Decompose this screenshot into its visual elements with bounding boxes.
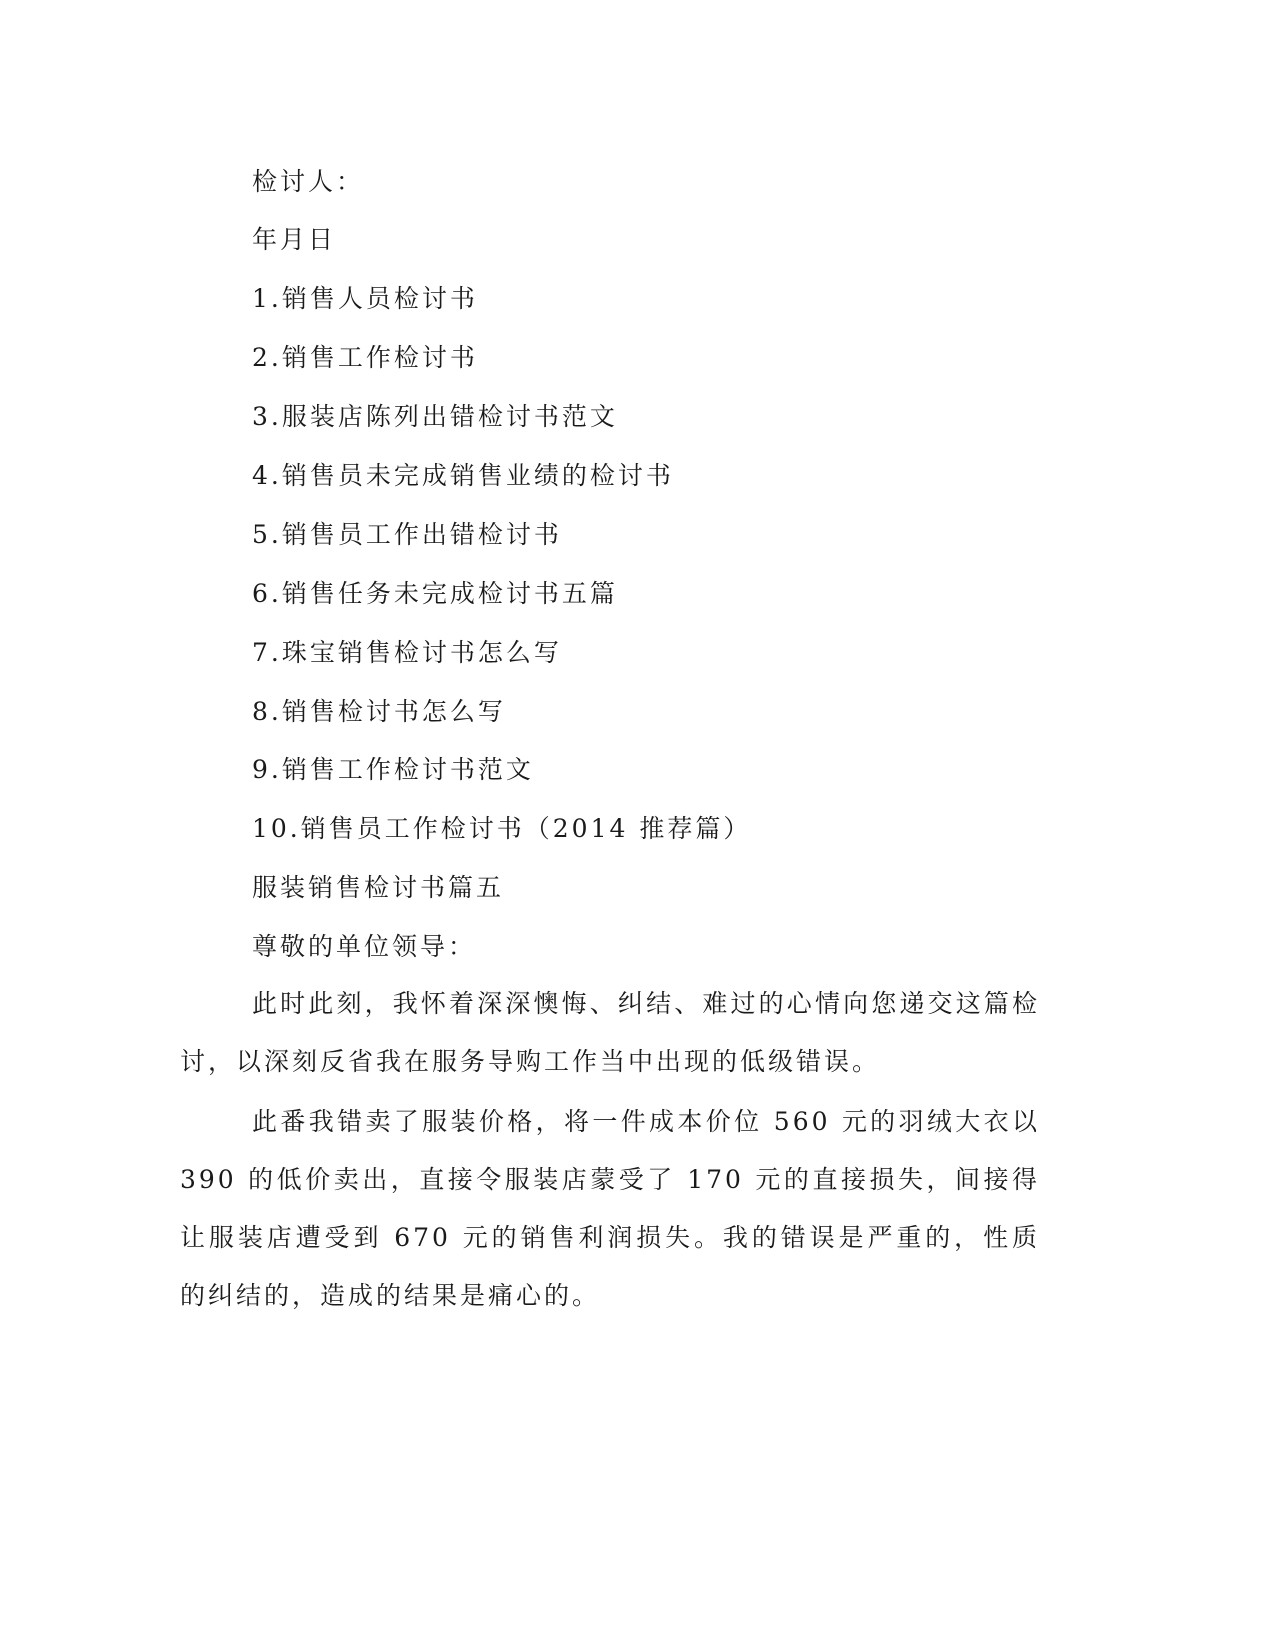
related-list-item: 6.销售任务未完成检讨书五篇 xyxy=(252,579,618,608)
body-paragraph: 此时此刻，我怀着深深懊悔、纠结、难过的心情向您递交这篇检讨，以深刻反省我在服务导购工作当中出现的低级错误。 xyxy=(180,989,1040,1076)
related-list-item: 2.销售工作检讨书 xyxy=(252,343,478,372)
section-title: 服装销售检讨书篇五 xyxy=(252,873,505,902)
date-label: 年月日 xyxy=(252,225,337,254)
related-list-item: 7.珠宝销售检讨书怎么写 xyxy=(252,638,562,667)
related-list-item: 4.销售员未完成销售业绩的检讨书 xyxy=(252,461,674,490)
related-list-item: 1.销售人员检讨书 xyxy=(252,284,478,313)
related-list-item: 9.销售工作检讨书范文 xyxy=(252,755,534,784)
body-paragraph: 此番我错卖了服装价格，将一件成本价位 560 元的羽绒大衣以 390 的低价卖出，直接令服装店蒙受了 170 元的直接损失，间接得让服装店遭受到 670 元的销售利润损失。我的错误是严重的，性质的纠结的，造成的结果是痛心的。 xyxy=(180,1107,1040,1310)
salutation: 尊敬的单位领导： xyxy=(252,932,477,961)
related-list-item: 8.销售检讨书怎么写 xyxy=(252,697,506,726)
related-list-item: 3.服装店陈列出错检讨书范文 xyxy=(252,402,618,431)
author-label: 检讨人： xyxy=(252,167,365,196)
related-list-item: 10.销售员工作检讨书（2014 推荐篇） xyxy=(252,814,752,843)
related-list-item: 5.销售员工作出错检讨书 xyxy=(252,520,562,549)
